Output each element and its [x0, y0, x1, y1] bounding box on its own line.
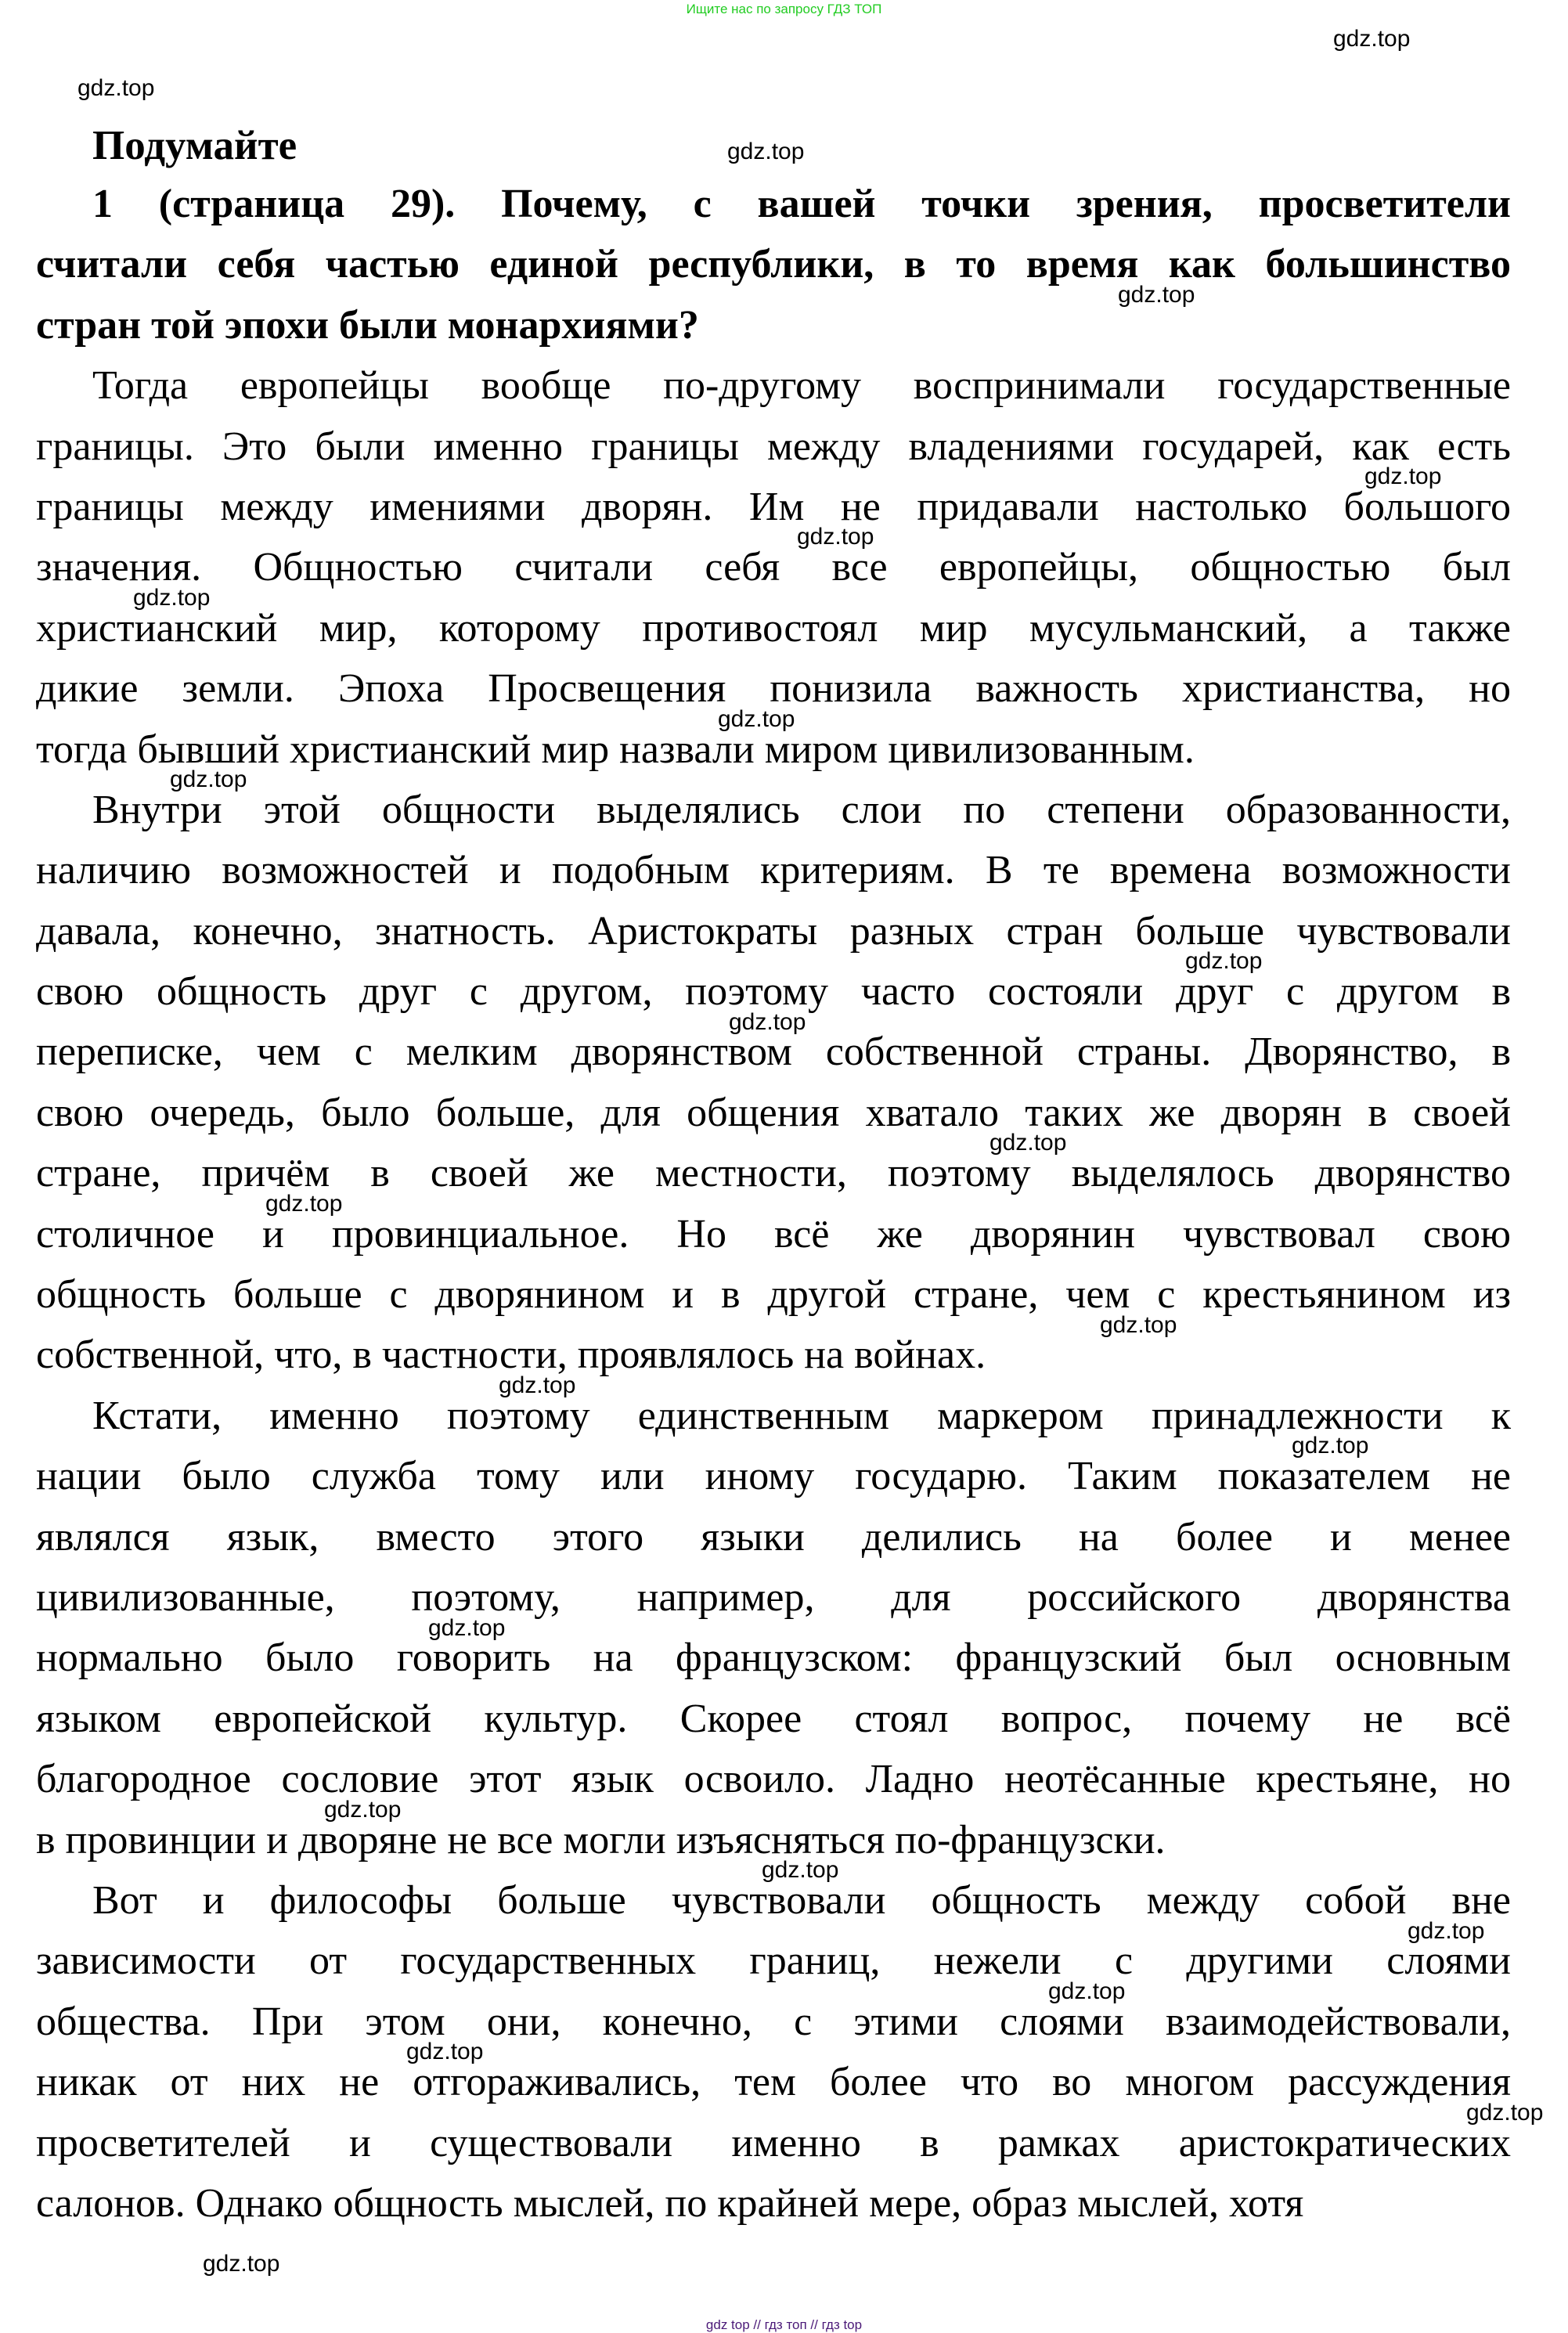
watermark-text: gdz.top [1364, 463, 1442, 489]
watermark-text: gdz.top [1048, 1978, 1126, 2004]
text-line: благородное сословие этот язык освоило. Ладно неотёсанные крестьяне, но [36, 1757, 1511, 1802]
watermark-text: gdz.top [265, 1191, 343, 1217]
text-line: просветителей и существовали именно в рамках аристократических [36, 2120, 1511, 2165]
text-line: нации было служба тому или иному государю. Таким показателем не [36, 1454, 1511, 1499]
text-line: салонов. Однако общность мыслей, по крайней мере, образ мыслей, хотя [36, 2180, 1304, 2226]
watermark-text: gdz.top [762, 1857, 839, 1883]
text-line: являлся язык, вместо этого языки делились на более и менее [36, 1514, 1511, 1560]
text-line: стран той эпохи были монархиями? [36, 302, 699, 348]
text-line: давала, конечно, знатность. Аристократы разных стран больше чувствовали [36, 908, 1511, 954]
text-line: границы. Это были именно границы между владениями государей, как есть [36, 424, 1511, 469]
text-line: значения. Общностью считали себя все европейцы, общностью был [36, 545, 1511, 590]
text-line: 1 (страница 29). Почему, с вашей точки зрения, просветители [92, 182, 1511, 226]
watermark-text: gdz.top [1466, 2100, 1544, 2126]
text-line: границы между имениями дворян. Им не придавали настолько большого [36, 484, 1511, 529]
watermark-text: gdz.top [1333, 26, 1411, 52]
text-line: христианский мир, которому противостоял мир мусульманский, а также [36, 605, 1511, 651]
watermark-text: gdz.top [428, 1615, 506, 1641]
text-line: никак от них не отгораживались, тем более что во многом рассуждения [36, 2060, 1511, 2105]
text-line: свою общность друг с другом, поэтому часто состояли друг с другом в [36, 969, 1511, 1015]
text-line: нормально было говорить на французском: французский был основным [36, 1635, 1511, 1681]
watermark-text: gdz.top [203, 2251, 280, 2277]
text-line: общность больше с дворянином и в другой стране, чем с крестьянином из [36, 1272, 1511, 1318]
answer-text [36, 174, 1511, 2234]
watermark-text: gdz.top [1408, 1918, 1485, 1944]
text-line: языком европейской культур. Скорее стоял вопрос, почему не всё [36, 1696, 1511, 1741]
text-line: в провинции и дворяне не все могли изъясняться по-французски. [36, 1817, 1166, 1862]
watermark-text: gdz.top [170, 766, 247, 792]
text-line: дикие земли. Эпоха Просвещения понизила важность христианства, но [36, 666, 1511, 712]
text-line: Вот и философы больше чувствовали общность между собой вне [92, 1877, 1511, 1923]
text-line: Тогда европейцы вообще по-другому воспринимали государственные [92, 363, 1511, 409]
text-line: Кстати, именно поэтому единственным маркером принадлежности к [92, 1393, 1511, 1438]
section-title: Подумайте [92, 123, 297, 168]
search-banner: Ищите нас по запросу ГДЗ ТОП [686, 2, 882, 16]
watermark-text: gdz.top [324, 1797, 402, 1823]
watermark-text: gdz.top [1100, 1312, 1177, 1338]
text-line: тогда бывший христианский мир назвали миром цивилизованным. [36, 727, 1195, 772]
watermark-text: gdz.top [133, 585, 211, 611]
text-line: собственной, что, в частности, проявлялось на войнах. [36, 1332, 986, 1378]
watermark-text: gdz.top [797, 524, 874, 550]
text-line: общества. При этом они, конечно, с этими слоями взаимодействовали, [36, 1999, 1511, 2044]
text-line: зависимости от государственных границ, нежели с другими слоями [36, 1938, 1511, 1984]
watermark-text: gdz.top [499, 1372, 576, 1398]
text-line: свою очередь, было больше, для общения хватало таких же дворян в своей [36, 1090, 1511, 1135]
footer-links: gdz top // гдз топ // гдз top [705, 2317, 863, 2332]
text-line: Внутри этой общности выделялись слои по степени образованности, [92, 787, 1511, 832]
watermark-text: gdz.top [727, 139, 805, 164]
watermark-text: gdz.top [1292, 1433, 1369, 1459]
watermark-text: gdz.top [1118, 282, 1195, 308]
watermark-text: gdz.top [77, 75, 155, 101]
text-line: переписке, чем с мелким дворянством собственной страны. Дворянство, в [36, 1029, 1511, 1075]
text-line: столичное и провинциальное. Но всё же дворянин чувствовал свою [36, 1211, 1511, 1257]
text-line: считали себя частью единой республики, в то время как большинство [36, 242, 1511, 287]
text-line: наличию возможностей и подобным критериям. В те времена возможности [36, 848, 1511, 893]
text-line: стране, причём в своей же местности, поэтому выделялось дворянство [36, 1151, 1511, 1196]
watermark-text: gdz.top [406, 2039, 484, 2064]
watermark-text: gdz.top [989, 1130, 1067, 1156]
watermark-text: gdz.top [1185, 948, 1263, 974]
text-line: цивилизованные, поэтому, например, для российского дворянства [36, 1574, 1511, 1620]
watermark-text: gdz.top [718, 706, 795, 732]
watermark-text: gdz.top [729, 1009, 806, 1035]
